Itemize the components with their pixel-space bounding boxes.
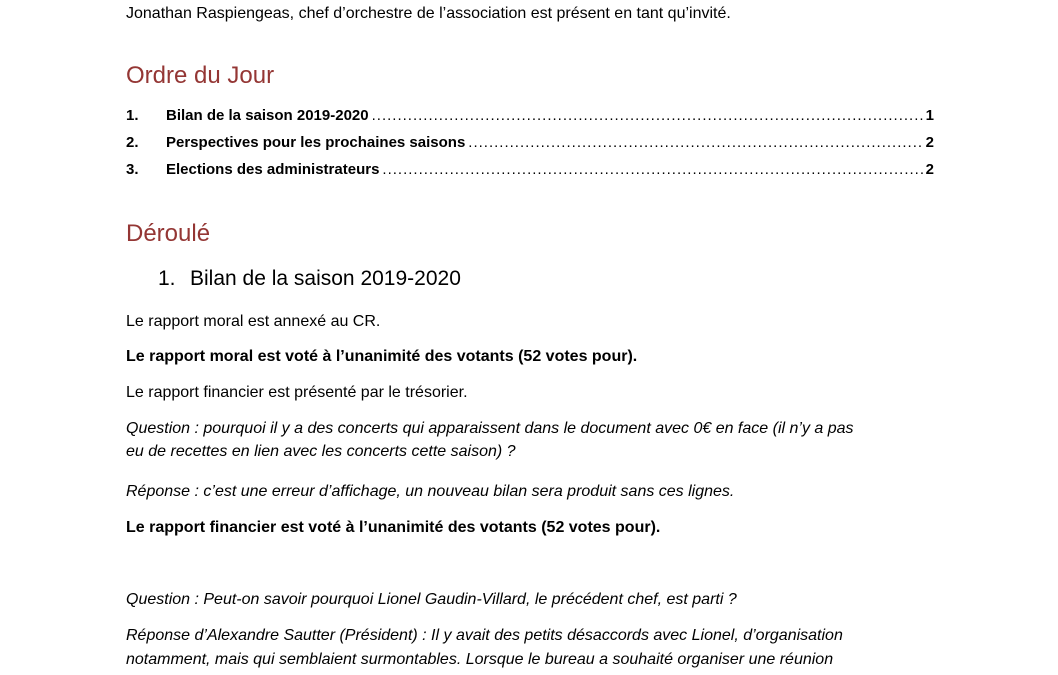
guest-line: Jonathan Raspiengeas, chef d’orchestre de l’association est présent en tant qu’invité. xyxy=(126,5,731,22)
toc-item-title: Elections des administrateurs xyxy=(166,161,380,178)
toc-item-number: 1. xyxy=(126,107,139,124)
toc-item-title: Bilan de la saison 2019-2020 xyxy=(166,107,369,124)
deroule-heading: Déroulé xyxy=(126,220,211,247)
toc-item-page: 1 xyxy=(925,107,934,124)
toc-item[interactable] xyxy=(126,133,934,153)
toc-item-number: 3. xyxy=(126,161,139,178)
toc-item-page: 2 xyxy=(925,161,934,178)
toc-item-title: Perspectives pour les prochaines saisons xyxy=(166,134,466,151)
vote-result: Le rapport financier est voté à l’unanimité des votants (52 votes pour). xyxy=(126,519,661,536)
section-title: Bilan de la saison 2019-2020 xyxy=(190,267,461,290)
toc-dot-leader xyxy=(382,160,922,180)
toc-item-number: 2. xyxy=(126,134,139,151)
toc-item-page: 2 xyxy=(925,134,934,151)
toc-item[interactable] xyxy=(126,106,934,126)
toc-dot-leader xyxy=(372,106,923,126)
answer-line: notamment, mais qui semblaient surmontables. Lorsque le bureau a souhaité organiser une réunion xyxy=(126,651,834,668)
question-line: Question : Peut-on savoir pourquoi Lionel Gaudin-Villard, le précédent chef, est parti ? xyxy=(126,591,737,608)
section-number: 1. xyxy=(158,267,176,290)
toc-item[interactable] xyxy=(126,160,934,180)
question-line: Question : pourquoi il y a des concerts qui apparaissent dans le document avec 0€ en face (il n’y a pas xyxy=(126,420,854,437)
agenda-heading: Ordre du Jour xyxy=(126,62,275,89)
answer-line: Réponse : c’est une erreur d’affichage, un nouveau bilan sera produit sans ces lignes. xyxy=(126,483,735,500)
toc-dot-leader xyxy=(468,133,922,153)
paragraph: Le rapport moral est annexé au CR. xyxy=(126,313,381,330)
paragraph: Le rapport financier est présenté par le trésorier. xyxy=(126,384,468,401)
section-heading xyxy=(158,266,461,292)
answer-line: Réponse d’Alexandre Sautter (Président) : Il y avait des petits désaccords avec Lionel, d’organisation xyxy=(126,627,843,644)
question-line: eu de recettes en lien avec les concerts cette saison) ? xyxy=(126,443,516,460)
vote-result: Le rapport moral est voté à l’unanimité des votants (52 votes pour). xyxy=(126,348,638,365)
